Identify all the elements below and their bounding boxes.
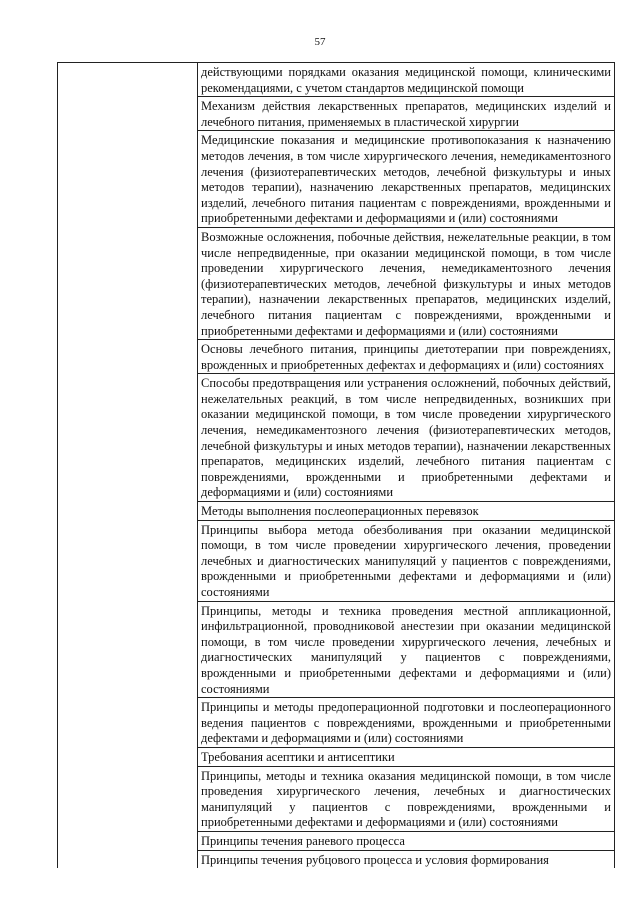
table-row: Принципы, методы и техника проведения местной аппликационной, инфильтрационной, проводниковой анестезии при оказании медицинской помощи, в том числе проведении хирургического лечения, лечебных и диагностических манипуляций у пациентов с повреждениями, врожденными и приобретенными дефектами и деформациями и (или) состояниями: [198, 602, 614, 699]
table-row: Методы выполнения послеоперационных перевязок: [198, 502, 614, 521]
table-row: Медицинские показания и медицинские противопоказания к назначению методов лечения, в том числе хирургического лечения, немедикаментозного лечения (физиотерапевтических методов, лечебной физкультуры и иных методов терапии), назначению лекарственных препаратов, медицинских изделий, лечебного питания пациентам с повреждениями, врожденными и приобретенными дефектами и деформациями и (или) состояниями: [198, 131, 614, 228]
table-row: Основы лечебного питания, принципы диетотерапии при повреждениях, врожденных и приобретенных дефектах и деформациях и (или) состояниях: [198, 340, 614, 374]
table-row: Принципы течения рубцового процесса и условия формирования: [201, 852, 549, 867]
table-row: Принципы течения раневого процесса: [198, 832, 614, 851]
table-row: действующими порядками оказания медицинской помощи, клиническими рекомендациями, с учетом стандартов медицинской помощи: [198, 63, 614, 97]
table-row: Механизм действия лекарственных препаратов, медицинских изделий и лечебного питания, применяемых в пластической хирургии: [198, 97, 614, 131]
table-row: Принципы и методы предоперационной подготовки и послеоперационного ведения пациентов с повреждениями, врожденными и приобретенными дефектами и деформациями и (или) состояниями: [198, 698, 614, 748]
table-row: Возможные осложнения, побочные действия, нежелательные реакции, в том числе непредвиденные, при оказании медицинской помощи, в том числе проведении хирургического лечения, немедикаментозного лечения (физиотерапевтических методов, лечебной физкультуры и иных методов терапии), назначении лекарственных препаратов, медицинских изделий, лечебного питания пациентам с повреждениями, врожденными и приобретенными дефектами и деформациями и (или) состояниями: [198, 228, 614, 340]
table-row: Требования асептики и антисептики: [198, 748, 614, 767]
table-row: Принципы, методы и техника оказания медицинской помощи, в том числе проведения хирургического лечения, лечебных и диагностических манипуляций у пациентов с повреждениями, врожденными и приобретенными дефектами и деформациями и (или) состояниями: [198, 767, 614, 832]
table-right-column: [198, 63, 614, 868]
table-row: Способы предотвращения или устранения осложнений, побочных действий, нежелательных реакций, в том числе непредвиденных, возникших при оказании медицинской помощи, в том числе проведении хирургического лечения, немедикаментозного лечения (физиотерапевтических методов, лечебной физкультуры и иных методов терапии), назначении лекарственных препаратов, медицинских изделий, лечебного питания пациентам с повреждениями, врожденными и приобретенными дефектами и деформациями и (или) состояниями: [198, 374, 614, 502]
requirements-table: [57, 62, 615, 868]
page-number: 57: [314, 36, 326, 48]
table-row: Принципы выбора метода обезболивания при оказании медицинской помощи, в том числе проведении хирургического лечения, проведении лечебных и диагностических манипуляций у пациентов с повреждениями, врожденными и приобретенными дефектами и деформациями и (или) состояниями: [198, 521, 614, 602]
table-left-column: [58, 63, 198, 868]
